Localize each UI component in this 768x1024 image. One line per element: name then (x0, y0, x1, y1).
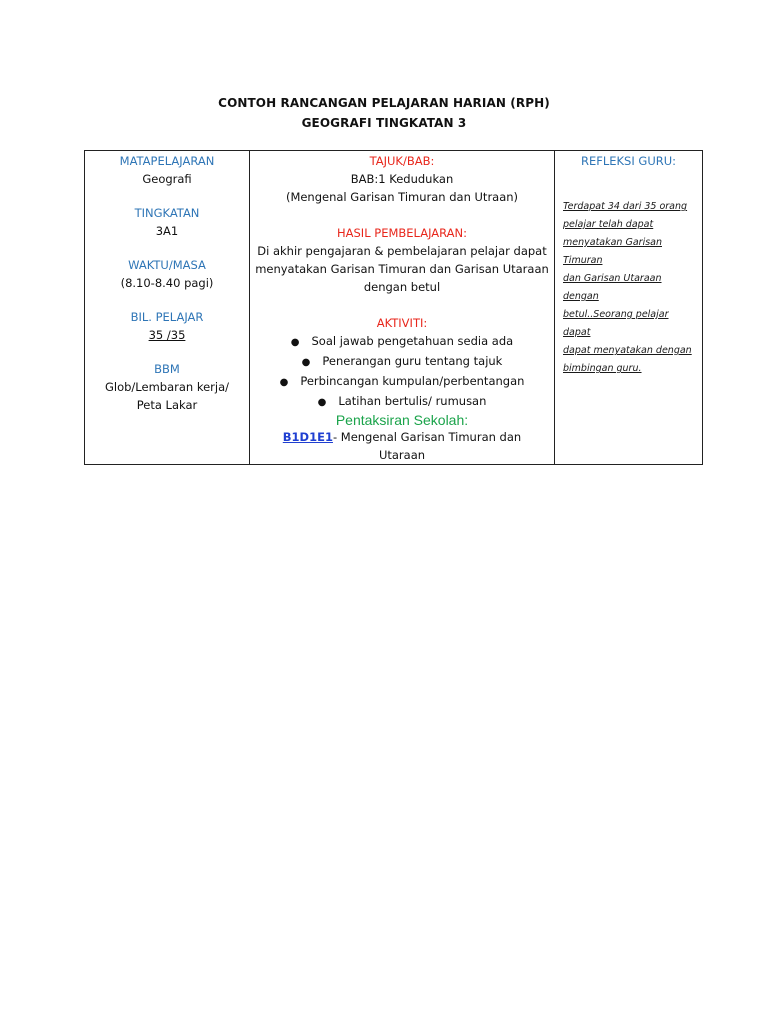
assessment-line-1 (250, 428, 554, 446)
topic-line-1: BAB:1 Kedudukan (350, 172, 454, 186)
time-value: (8.10-8.40 pagi) (120, 276, 214, 290)
bullet-icon: ● (317, 397, 327, 408)
content-column (250, 151, 555, 465)
assessment-text-1: - Mengenal Garisan Timuran dan (332, 430, 522, 444)
assessment-code-link[interactable]: B1D1E1 (282, 430, 333, 444)
reflection-line: bimbingan guru. (563, 363, 642, 374)
reflection-text (555, 170, 702, 378)
materials-line-2: Peta Lakar (136, 398, 198, 412)
form-value: 3A1 (155, 224, 179, 238)
form-label: TINGKATAN (134, 206, 200, 220)
activity-list (250, 332, 554, 412)
title-line-1: CONTOH RANCANGAN PELAJARAN HARIAN (RPH) (218, 96, 550, 110)
outcome-label: HASIL PEMBELAJARAN: (336, 226, 467, 240)
reflection-line: Terdapat 34 dari 35 orang (563, 201, 688, 212)
activity-label: AKTIVITI: (376, 316, 428, 330)
list-item: ● Penerangan guru tentang tajuk (250, 352, 554, 372)
students-label: BIL. PELAJAR (130, 310, 204, 324)
materials-label: BBM (154, 362, 180, 376)
reflection-line: dapat menyatakan dengan (563, 345, 692, 356)
outcome-line-1: Di akhir pengajaran & pembelajaran pelajar dapat (257, 244, 547, 258)
students-value: 35 /35 (148, 328, 186, 342)
document-title (0, 93, 768, 133)
assessment-line-2: Utaraan (378, 448, 426, 462)
title-line-2: GEOGRAFI TINGKATAN 3 (301, 116, 467, 130)
topic-line-2: (Mengenal Garisan Timuran dan Utraan) (285, 190, 519, 204)
reflection-column (555, 151, 703, 465)
topic-label: TAJUK/BAB: (369, 154, 435, 168)
reflection-line: pelajar telah dapat (563, 219, 654, 230)
outcome-line-3: dengan betul (363, 280, 441, 294)
materials-line-1: Glob/Lembaran kerja/ (104, 380, 230, 394)
list-item: ● Soal jawab pengetahuan sedia ada (250, 332, 554, 352)
assessment-label: Pentaksiran Sekolah: (335, 412, 469, 428)
subject-label: MATAPELAJARAN (119, 154, 215, 168)
bullet-icon: ● (290, 337, 300, 348)
info-column (85, 151, 250, 465)
time-label: WAKTU/MASA (128, 258, 206, 272)
list-item: ● Perbincangan kumpulan/perbentangan (250, 372, 554, 392)
reflection-line: betul..Seorang pelajar dapat (563, 309, 669, 338)
bullet-icon: ● (279, 377, 289, 388)
subject-value: Geografi (142, 172, 192, 186)
bullet-icon: ● (301, 357, 311, 368)
table-row (85, 151, 703, 465)
reflection-line: menyatakan Garisan Timuran (563, 237, 662, 266)
list-item: ● Latihan bertulis/ rumusan (250, 392, 554, 412)
reflection-line: dan Garisan Utaraan dengan (563, 273, 662, 302)
outcome-line-2: menyatakan Garisan Timuran dan Garisan Utaraan (255, 262, 549, 276)
reflection-label: REFLEKSI GURU: (580, 154, 677, 168)
lesson-plan-table (84, 150, 703, 465)
